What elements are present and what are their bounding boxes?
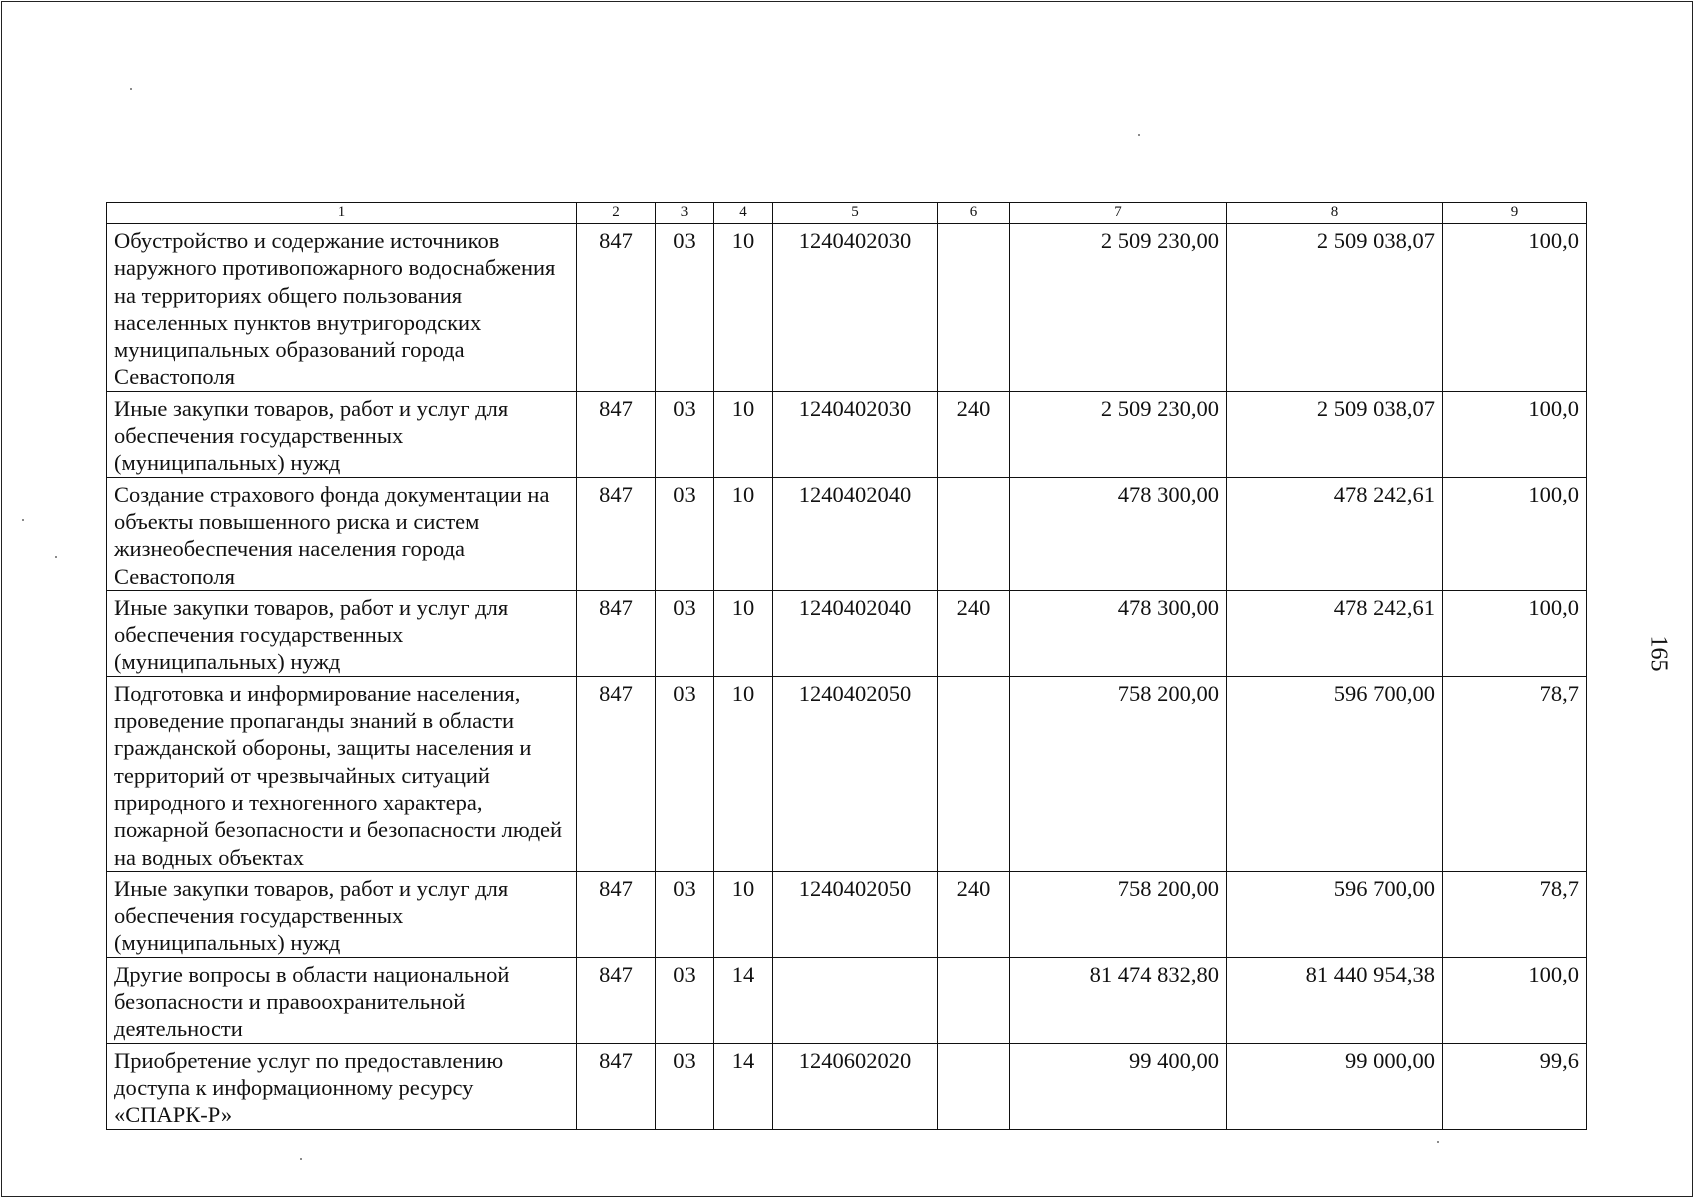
row-expense-type: 240 [938,391,1010,477]
row-subsection-code: 10 [714,676,773,871]
row-execution-percent: 100,0 [1443,224,1587,392]
row-execution-percent: 78,7 [1443,871,1587,957]
row-expense-type [938,477,1010,590]
budget-table [106,202,1587,1130]
row-subsection-code: 10 [714,391,773,477]
row-planned-amount: 478 300,00 [1010,477,1227,590]
page-number: 165 [1645,635,1672,672]
row-execution-percent: 100,0 [1443,477,1587,590]
scan-speck [22,519,24,521]
row-planned-amount: 81 474 832,80 [1010,957,1227,1043]
row-section-code: 03 [656,957,714,1043]
row-expense-type [938,1043,1010,1129]
header-col-6: 6 [938,203,1010,224]
row-subsection-code: 10 [714,871,773,957]
row-expense-type [938,957,1010,1043]
row-ministry-code: 847 [577,871,656,957]
row-executed-amount: 596 700,00 [1227,871,1443,957]
scan-speck [130,88,132,90]
row-name: Обустройство и содержание источников наружного противопожарного водоснабжения на территориях общего пользования населенных пунктов внутригородских муниципальных образований города Севастополя [107,224,577,392]
row-section-code: 03 [656,391,714,477]
table-row [107,224,1587,392]
row-planned-amount: 2 509 230,00 [1010,224,1227,392]
scan-speck [1138,134,1140,136]
header-col-2: 2 [577,203,656,224]
header-col-9: 9 [1443,203,1587,224]
row-section-code: 03 [656,224,714,392]
table-row [107,676,1587,871]
row-ministry-code: 847 [577,1043,656,1129]
row-executed-amount: 478 242,61 [1227,590,1443,676]
row-name: Другие вопросы в области национальной безопасности и правоохранительной деятельности [107,957,577,1043]
header-col-4: 4 [714,203,773,224]
row-subsection-code: 10 [714,590,773,676]
row-expense-type: 240 [938,871,1010,957]
row-subsection-code: 10 [714,477,773,590]
scan-speck [1437,1141,1439,1143]
row-target-code: 1240402030 [773,224,938,392]
row-planned-amount: 2 509 230,00 [1010,391,1227,477]
row-section-code: 03 [656,1043,714,1129]
scan-speck [300,1158,302,1160]
row-execution-percent: 78,7 [1443,676,1587,871]
row-name: Иные закупки товаров, работ и услуг для обеспечения государственных (муниципальных) нужд [107,590,577,676]
header-col-5: 5 [773,203,938,224]
table-row [107,871,1587,957]
row-ministry-code: 847 [577,477,656,590]
scan-speck [55,556,57,558]
row-expense-type [938,224,1010,392]
row-ministry-code: 847 [577,590,656,676]
table-row [107,1043,1587,1129]
table-row [107,957,1587,1043]
row-planned-amount: 758 200,00 [1010,676,1227,871]
row-executed-amount: 2 509 038,07 [1227,391,1443,477]
row-ministry-code: 847 [577,391,656,477]
row-section-code: 03 [656,871,714,957]
header-col-1: 1 [107,203,577,224]
header-col-8: 8 [1227,203,1443,224]
row-subsection-code: 14 [714,1043,773,1129]
row-executed-amount: 596 700,00 [1227,676,1443,871]
row-execution-percent: 99,6 [1443,1043,1587,1129]
row-name: Приобретение услуг по предоставлению доступа к информационному ресурсу «СПАРК-Р» [107,1043,577,1129]
row-executed-amount: 99 000,00 [1227,1043,1443,1129]
row-execution-percent: 100,0 [1443,957,1587,1043]
row-subsection-code: 10 [714,224,773,392]
row-name: Подготовка и информирование населения, проведение пропаганды знаний в области гражданской обороны, защиты населения и территорий от чрезвычайных ситуаций природного и техногенного характера, пожарной безопасности и безопасности людей на водных объектах [107,676,577,871]
row-ministry-code: 847 [577,957,656,1043]
row-section-code: 03 [656,477,714,590]
table-row [107,590,1587,676]
row-name: Иные закупки товаров, работ и услуг для обеспечения государственных (муниципальных) нужд [107,391,577,477]
row-target-code: 1240402050 [773,871,938,957]
row-section-code: 03 [656,676,714,871]
row-planned-amount: 478 300,00 [1010,590,1227,676]
row-expense-type: 240 [938,590,1010,676]
row-execution-percent: 100,0 [1443,590,1587,676]
row-name: Иные закупки товаров, работ и услуг для обеспечения государственных (муниципальных) нужд [107,871,577,957]
row-ministry-code: 847 [577,224,656,392]
row-executed-amount: 2 509 038,07 [1227,224,1443,392]
row-executed-amount: 81 440 954,38 [1227,957,1443,1043]
row-target-code: 1240402040 [773,590,938,676]
table-row [107,477,1587,590]
row-target-code: 1240402030 [773,391,938,477]
row-expense-type [938,676,1010,871]
row-subsection-code: 14 [714,957,773,1043]
row-planned-amount: 758 200,00 [1010,871,1227,957]
row-target-code: 1240402040 [773,477,938,590]
row-name: Создание страхового фонда документации на объекты повышенного риска и систем жизнеобеспечения населения города Севастополя [107,477,577,590]
table-row [107,391,1587,477]
row-section-code: 03 [656,590,714,676]
column-number-header [107,203,1587,224]
row-ministry-code: 847 [577,676,656,871]
header-col-7: 7 [1010,203,1227,224]
header-col-3: 3 [656,203,714,224]
row-target-code: 1240402050 [773,676,938,871]
row-target-code [773,957,938,1043]
row-executed-amount: 478 242,61 [1227,477,1443,590]
row-target-code: 1240602020 [773,1043,938,1129]
row-planned-amount: 99 400,00 [1010,1043,1227,1129]
row-execution-percent: 100,0 [1443,391,1587,477]
